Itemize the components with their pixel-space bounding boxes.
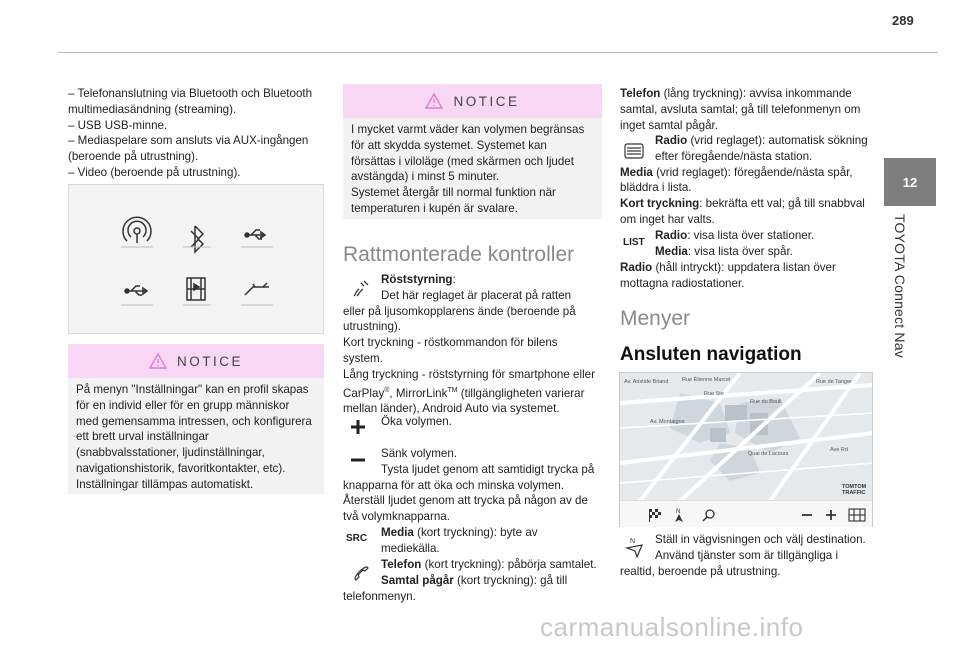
media-list-rest: : visa lista över spår. bbox=[687, 244, 793, 258]
street-label: Rue Étienne Marcel bbox=[682, 377, 731, 383]
short-press-rest: : bekräfta ett val; gå till snabbval bbox=[699, 197, 865, 211]
side-title bbox=[888, 206, 928, 596]
zoom-in-icon[interactable] bbox=[820, 504, 842, 526]
voice-line: mellan länder), Android Auto via systemet. bbox=[343, 402, 560, 416]
tomtom-logo-line2: TRAFFIC bbox=[842, 490, 866, 496]
notice-line: På menyn "Inställningar" kan en profil skapas bbox=[76, 383, 309, 396]
map-graphic bbox=[620, 373, 873, 501]
heading-steering-controls: Rattmonterade kontroller bbox=[343, 243, 575, 266]
notice-line: avstängda) i minst 5 minuter. bbox=[351, 170, 500, 184]
volume-down-text bbox=[343, 446, 605, 525]
podcast-icon bbox=[123, 217, 151, 243]
vol-line: Sänk volymen. bbox=[381, 447, 458, 460]
page-number: 289 bbox=[892, 13, 914, 28]
phone-long-line: inget samtal pågår. bbox=[620, 118, 718, 132]
warning-icon bbox=[149, 353, 167, 369]
notice-line: för att skydda systemet. Systemet kan bbox=[351, 138, 547, 152]
radio-hold-rest: (håll intryckt): uppdatera listan över bbox=[652, 261, 836, 274]
radio-rot-rest: (vrid reglaget): automatisk sökning bbox=[687, 134, 868, 147]
radio-hold-bold: Radio bbox=[620, 261, 653, 274]
media-rest: (kort tryckning): byte av bbox=[413, 526, 538, 539]
media-line2: mediekälla. bbox=[381, 541, 440, 555]
header-rule bbox=[58, 52, 938, 53]
availability-text: (tillgängligheten varierar bbox=[457, 386, 585, 400]
usb-icon bbox=[245, 230, 265, 239]
vol-line: Tysta ljudet genom att samtidigt trycka på bbox=[381, 462, 595, 476]
notice-volume bbox=[343, 84, 602, 219]
notice-header bbox=[343, 84, 602, 118]
warning-icon bbox=[425, 93, 443, 109]
list-button-label: LIST bbox=[623, 237, 645, 248]
north-compass-icon[interactable] bbox=[668, 504, 690, 526]
mirrorlink-text: , MirrorLink bbox=[389, 386, 448, 400]
voice-line-carplay bbox=[343, 383, 605, 402]
notice-line: med gemensamma intressen, och konfigurera bbox=[76, 414, 312, 428]
phone-line3: telefonmenyn. bbox=[343, 589, 416, 603]
list-line: – Telefonanslutning via Bluetooth och Bluetooth bbox=[68, 87, 313, 100]
short-press-line2: om inget har valts. bbox=[620, 212, 715, 226]
nav-guide-text bbox=[620, 532, 882, 579]
svg-text:N: N bbox=[676, 509, 681, 515]
notice-line: I mycket varmt väder kan volymen begränsas bbox=[351, 123, 585, 136]
zoom-out-icon[interactable] bbox=[796, 504, 818, 526]
source-icons-panel bbox=[68, 184, 324, 334]
voice-colon: : bbox=[452, 273, 456, 286]
list-line: – Video (beroende på utrustning). bbox=[68, 165, 241, 179]
guide-line: realtid, beroende på utrustning. bbox=[620, 564, 781, 578]
phone-text bbox=[343, 557, 605, 604]
radio-hold-text bbox=[620, 260, 882, 292]
voice-line: Kort tryckning - röstkommandon för bilens bbox=[343, 336, 558, 350]
voice-line: eller på ljusomkopplarens ände (beroende på bbox=[343, 304, 576, 318]
list-text bbox=[655, 228, 814, 260]
search-icon[interactable] bbox=[698, 504, 720, 526]
source-icons-svg bbox=[69, 185, 325, 335]
street-label: Quai de Lacours bbox=[748, 451, 789, 457]
media-rot-bold: Media bbox=[620, 165, 653, 179]
aux-cable-icon bbox=[245, 283, 269, 295]
voice-label: Röststyrning bbox=[381, 273, 453, 286]
notice-line: för en individ eller för en grupp människor bbox=[76, 398, 290, 412]
phone-long-line: samtal, avsluta samtal; gå till telefonmenyn om bbox=[620, 102, 861, 116]
vol-line: två volymknapparna. bbox=[343, 510, 450, 524]
phone-rest: (kort tryckning): påbörja samtalet. bbox=[421, 558, 597, 571]
notice-line: (snabbvalsstationer, ljudinställningar, bbox=[76, 446, 265, 460]
short-press-bold: Kort tryckning bbox=[620, 197, 700, 211]
heading-connected-nav: Ansluten navigation bbox=[620, 344, 802, 365]
guide-line: Använd tjänster som är tillgängliga i bbox=[655, 548, 839, 562]
chapter-tab[interactable]: 12 bbox=[884, 158, 936, 206]
carplay-text: CarPlay bbox=[343, 386, 385, 400]
call-rest: (kort tryckning): gå till bbox=[453, 573, 568, 587]
list-line: (beroende på utrustning). bbox=[68, 150, 199, 164]
side-title-text: TOYOTA Connect Nav bbox=[892, 214, 908, 358]
connection-list bbox=[68, 86, 330, 181]
map-toolbar bbox=[620, 500, 872, 527]
list-line: – USB USB-minne. bbox=[68, 118, 168, 132]
notice-body bbox=[343, 118, 602, 223]
reg-mark: ® bbox=[384, 386, 390, 394]
volume-up-icon bbox=[347, 416, 369, 438]
radio-rot-line2: efter föregående/nästa station. bbox=[655, 149, 813, 163]
phone-long-bold: Telefon bbox=[620, 87, 661, 100]
street-label: Rue du Bouli bbox=[750, 399, 782, 405]
bluetooth-icon bbox=[191, 226, 203, 252]
street-label: Av. Aristide Briand bbox=[624, 379, 669, 385]
voice-line: Det här reglaget är placerat på ratten bbox=[381, 288, 572, 302]
phone-bold: Telefon bbox=[381, 558, 422, 571]
street-label: Rue Ste bbox=[704, 391, 724, 397]
call-bold: Samtal pågår bbox=[381, 573, 454, 587]
map-view-icon[interactable] bbox=[846, 504, 868, 526]
watermark: carmanualsonline.info bbox=[540, 612, 804, 642]
heading-menus: Menyer bbox=[620, 307, 691, 330]
media-rot-line2: bläddra i lista. bbox=[620, 181, 692, 195]
notice-profiles bbox=[68, 344, 324, 494]
video-icon bbox=[187, 278, 205, 300]
tm-mark: TM bbox=[447, 386, 458, 394]
usb-icon bbox=[125, 286, 147, 295]
radio-hold-line2: mottagna radiostationer. bbox=[620, 276, 745, 290]
voice-line: utrustning). bbox=[343, 320, 401, 334]
media-bold: Media bbox=[381, 526, 414, 539]
voice-control-text bbox=[343, 272, 605, 417]
tomtom-logo-line1: TOMTOM bbox=[842, 484, 867, 490]
radio-list-bold: Radio bbox=[655, 229, 688, 242]
svg-text:N: N bbox=[630, 538, 636, 545]
src-button-label: SRC bbox=[346, 533, 368, 544]
notice-line: temperaturen i kupén är svalare. bbox=[351, 201, 518, 215]
notice-title: NOTICE bbox=[176, 353, 243, 369]
notice-header bbox=[68, 344, 324, 378]
notice-line: navigationshistorik, favoritkontakter, etc). bbox=[76, 461, 286, 475]
volume-up-text: Öka volymen. bbox=[381, 415, 452, 428]
notice-body bbox=[68, 378, 324, 499]
street-label: Av. Montaigne bbox=[650, 419, 685, 425]
media-list-bold: Media bbox=[655, 244, 688, 258]
voice-line: system. bbox=[343, 351, 383, 365]
notice-line: Inställningar tillämpas automatiskt. bbox=[76, 477, 254, 491]
street-label: Ave Rd bbox=[830, 447, 848, 453]
radio-rot-bold: Radio bbox=[655, 134, 688, 147]
radio-list-rest: : visa lista över stationer. bbox=[687, 229, 815, 242]
list-line: – Mediaspelare som ansluts via AUX-ingången bbox=[68, 134, 309, 148]
vol-line: knapparna för att öka och minska volymen. bbox=[343, 478, 565, 492]
notice-line: Systemet återgår till normal funktion när bbox=[351, 186, 556, 200]
vol-line: Återställ ljudet genom att trycka på någon av de bbox=[343, 494, 588, 508]
flag-icon[interactable] bbox=[644, 504, 666, 526]
rotary-text bbox=[620, 133, 882, 228]
street-label: Rue de Tanger bbox=[816, 379, 852, 385]
list-line: multimediasändning (streaming). bbox=[68, 102, 237, 116]
media-src-text bbox=[381, 525, 538, 557]
phone-long-text bbox=[620, 86, 882, 133]
media-rot-rest: (vrid reglaget): föregående/nästa spår, bbox=[652, 165, 853, 179]
notice-title: NOTICE bbox=[453, 93, 520, 109]
notice-line: försättas i viloläge (med skärmen och ljudet bbox=[351, 154, 574, 168]
notice-line: ett brett urval inställningar bbox=[76, 430, 209, 444]
guide-line: Ställ in vägvisningen och välj destination. bbox=[655, 533, 866, 546]
voice-line: Lång tryckning - röststyrning för smartphone eller bbox=[343, 367, 595, 381]
phone-long-rest: (lång tryckning): avvisa inkommande bbox=[660, 87, 852, 100]
